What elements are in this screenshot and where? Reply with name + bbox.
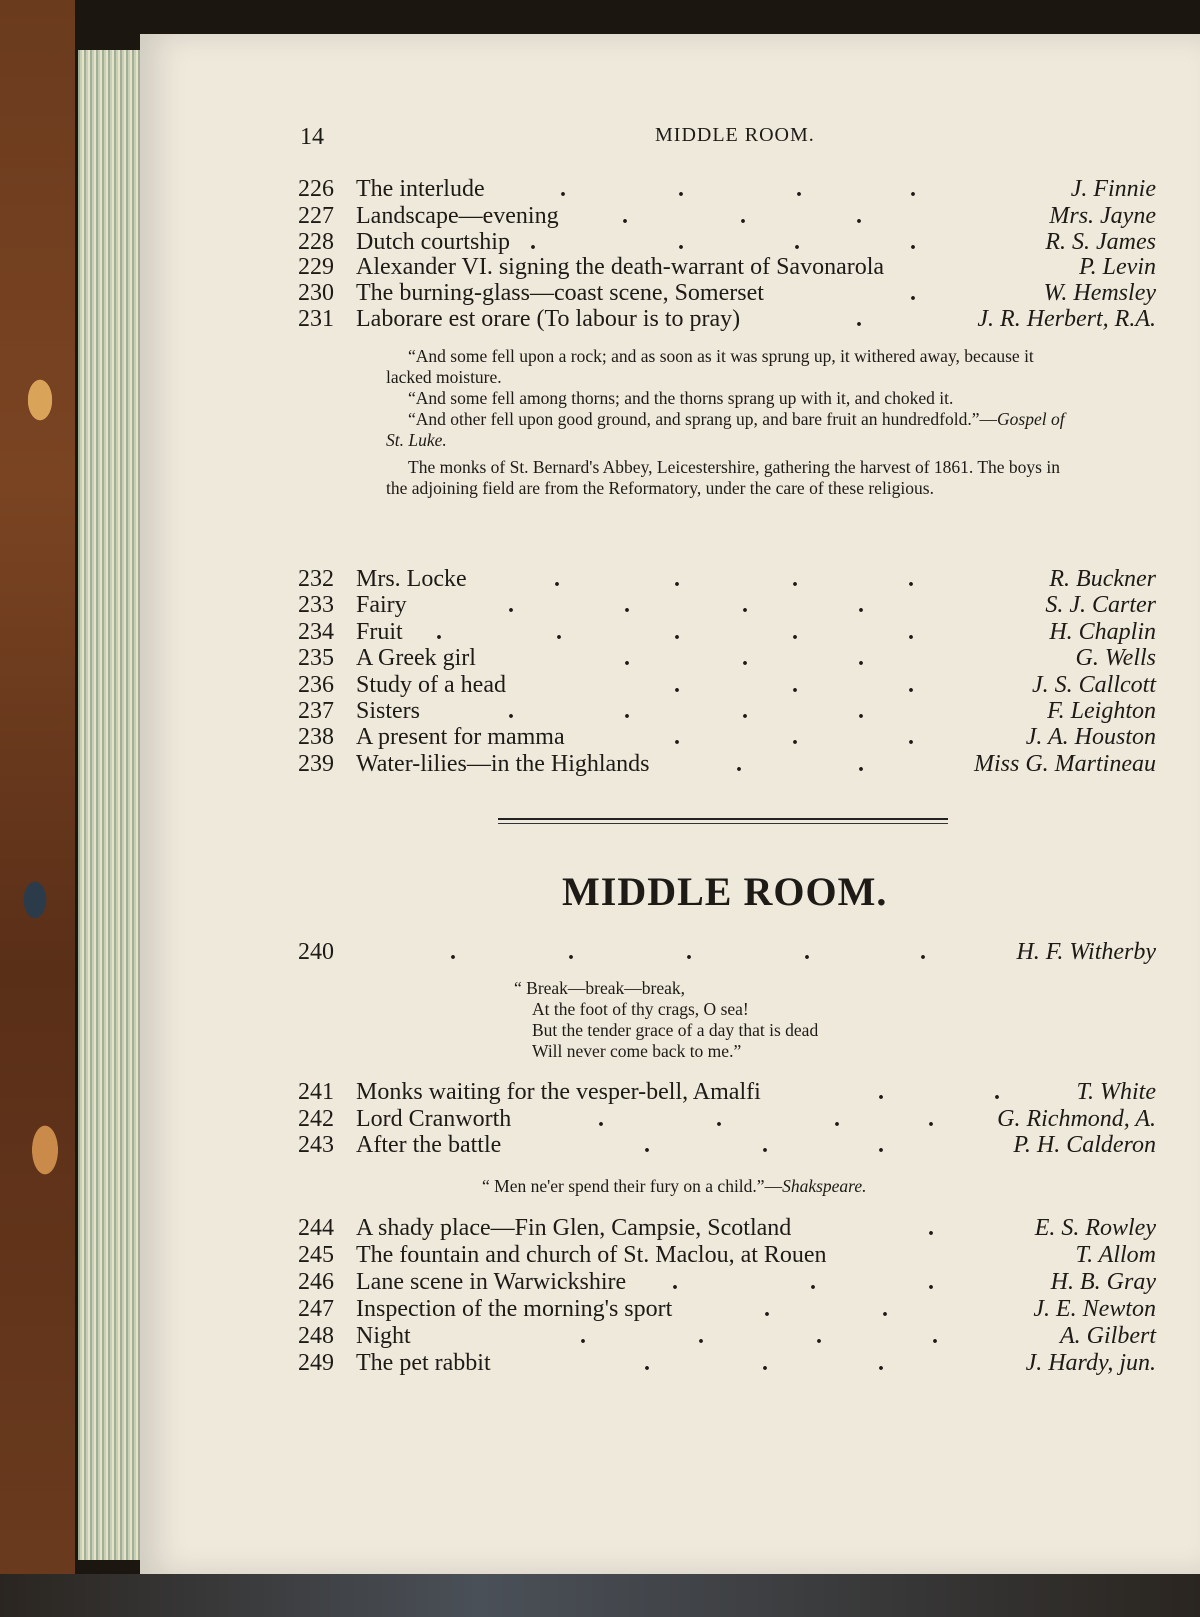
entry-title: The interlude (356, 176, 485, 202)
entry-artist: H. B. Gray (1050, 1269, 1156, 1295)
entry-artist: P. Levin (1079, 254, 1156, 280)
catalogue-entry: 239 Water-lilies—in the Highlands . . Miss G. Martineau (298, 751, 1156, 777)
entry-number: 243 (298, 1132, 334, 1158)
entry-artist: P. H. Calderon (1013, 1132, 1156, 1158)
entry-number: 242 (298, 1106, 334, 1132)
catalogue-entry: 230 The burning-glass—coast scene, Somerset . W. Hemsley (298, 280, 1156, 306)
entry-artist: H. Chaplin (1049, 619, 1156, 645)
entry-title: The burning-glass—coast scene, Somerset (356, 280, 764, 306)
entry-number: 231 (298, 306, 334, 332)
entry-title: A shady place—Fin Glen, Campsie, Scotland (356, 1215, 792, 1241)
catalogue-entry: 238 A present for mamma . . . J. A. Houston (298, 724, 1156, 750)
entry-title: Landscape—evening (356, 203, 559, 229)
entry-number: 232 (298, 566, 334, 592)
quote-line (482, 1176, 1002, 1197)
entry-artist: S. J. Carter (1045, 592, 1156, 618)
entry-artist: T. Allom (1075, 1242, 1156, 1268)
entry-artist: J. S. Callcott (1032, 672, 1156, 698)
entry-title: Dutch courtship (356, 229, 510, 255)
running-head: MIDDLE ROOM. (655, 124, 815, 146)
entry-number: 249 (298, 1350, 334, 1376)
catalogue-entry: 231 Laborare est orare (To labour is to pray) . J. R. Herbert, R.A. (298, 306, 1156, 332)
entry-artist: R. Buckner (1049, 566, 1156, 592)
catalogue-entry: 237 Sisters . . . . F. Leighton (298, 698, 1156, 724)
entry-number: 245 (298, 1242, 334, 1268)
entry-title: Laborare est orare (To labour is to pray) (356, 306, 741, 332)
entry-number: 226 (298, 176, 334, 202)
entry-title: Mrs. Locke (356, 566, 467, 592)
entry-title: Fruit (356, 619, 403, 645)
catalogue-entry: 228 Dutch courtship . . . . R. S. James (298, 229, 1156, 255)
quote-line: But the tender grace of a day that is dead (532, 1020, 819, 1040)
quote-line (386, 409, 1070, 451)
catalogue-entry: 243 After the battle . . . P. H. Calderon (298, 1132, 1156, 1158)
catalogue-entry (298, 1242, 1156, 1269)
entry-artist: Miss G. Martineau (974, 751, 1156, 777)
entry-artist: J. Finnie (1070, 176, 1156, 202)
section-title: MIDDLE ROOM. (562, 869, 888, 914)
marbled-board (0, 0, 75, 1617)
entry-title: Lord Cranworth (356, 1106, 512, 1132)
catalogue-entry: 234 Fruit . . . . . H. Chaplin (298, 619, 1156, 645)
quote-text: “And other fell upon good ground, and sprang up, and bare fruit an hundredfold.”— (408, 409, 998, 429)
entry-title: Inspection of the morning's sport (356, 1296, 673, 1322)
entry-number: 240 (298, 939, 334, 965)
catalogue-entry: 246 Lane scene in Warwickshire . . . H. B. Gray (298, 1269, 1156, 1295)
entry-artist: R. S. James (1045, 229, 1156, 255)
catalogue-entry: 233 Fairy . . . . S. J. Carter (298, 592, 1156, 618)
entry-number: 247 (298, 1296, 334, 1322)
entry-title: A present for mamma (356, 724, 565, 750)
entry-number: 248 (298, 1323, 334, 1349)
entry-title: Water-lilies—in the Highlands (356, 751, 650, 777)
section-rule (498, 823, 948, 824)
entry-artist: W. Hemsley (1043, 280, 1156, 306)
quotation-block (386, 346, 1070, 499)
entry-artist: J. A. Houston (1025, 724, 1156, 750)
entry-title: Monks waiting for the vesper-bell, Amalfi (356, 1079, 761, 1105)
entry-artist: E. S. Rowley (1034, 1215, 1156, 1241)
entry-artist: F. Leighton (1047, 698, 1156, 724)
entry-title: The pet rabbit (356, 1350, 491, 1376)
quotation-block (482, 1176, 1002, 1197)
entry-artist: J. Hardy, jun. (1025, 1350, 1156, 1376)
entry-title: Sisters (356, 698, 421, 724)
entry-artist: Mrs. Jayne (1049, 203, 1156, 229)
entry-number: 228 (298, 229, 334, 255)
entry-title: Study of a head (356, 672, 506, 698)
book-cover-edge (0, 1574, 1200, 1617)
quotation-block (514, 978, 934, 1062)
entry-title: Fairy (356, 592, 407, 618)
entry-number: 230 (298, 280, 334, 306)
entry-title: Night (356, 1323, 411, 1349)
page-number: 14 (300, 124, 324, 150)
entry-number: 234 (298, 619, 334, 645)
catalogue-entry: 248 Night . . . . A. Gilbert (298, 1323, 1156, 1349)
catalogue-entry: 241 Monks waiting for the vesper-bell, Amalfi . . T. White (298, 1079, 1156, 1105)
entry-artist: T. White (1076, 1079, 1156, 1105)
quote-line: “And some fell among thorns; and the thorns sprang up with it, and choked it. (408, 388, 954, 408)
quote-line: At the foot of thy crags, O sea! (532, 999, 749, 1019)
picture-note: The monks of St. Bernard's Abbey, Leicestershire, gathering the harvest of 1861. The boys in the adjoining field are from the Reformatory, under the care of these religious. (386, 457, 1060, 498)
entry-number: 244 (298, 1215, 334, 1241)
entry-number: 229 (298, 254, 334, 280)
entry-number: 233 (298, 592, 334, 618)
entry-number: 239 (298, 751, 334, 777)
entry-artist: H. F. Witherby (1016, 939, 1156, 965)
entry-title: The fountain and church of St. Maclou, at Rouen (356, 1242, 827, 1268)
catalogue-entry: 235 A Greek girl . . . G. Wells (298, 645, 1156, 671)
entry-title: Lane scene in Warwickshire (356, 1269, 627, 1295)
catalogue-entry: 242 Lord Cranworth . . . . G. Richmond, A. (298, 1106, 1156, 1132)
catalogue-entry: 236 Study of a head . . . J. S. Callcott (298, 672, 1156, 698)
entry-title: A Greek girl (356, 645, 476, 671)
catalogue-entry: 247 Inspection of the morning's sport . . J. E. Newton (298, 1296, 1156, 1322)
entry-number: 246 (298, 1269, 334, 1295)
entry-title: After the battle (356, 1132, 502, 1158)
quote-source: Shakspeare. (782, 1176, 867, 1196)
entry-title: Alexander VI. signing the death-warrant of Savonarola (356, 254, 885, 280)
quote-source: Gospel of St. Luke. (386, 409, 1065, 450)
catalogue-entry: 226 The interlude . . . . J. Finnie (298, 176, 1156, 202)
catalogue-entry: 240 . . . . . H. F. Witherby (298, 939, 1156, 965)
catalogue-entry: 249 The pet rabbit . . . J. Hardy, jun. (298, 1350, 1156, 1376)
page-edges (78, 50, 140, 1560)
entry-number: 236 (298, 672, 334, 698)
catalogue-entry: 232 Mrs. Locke . . . . R. Buckner (298, 566, 1156, 592)
catalogue-entry (298, 254, 1156, 281)
entry-artist: J. R. Herbert, R.A. (977, 306, 1156, 332)
entry-number: 238 (298, 724, 334, 750)
entry-number: 227 (298, 203, 334, 229)
quote-line: “And some fell upon a rock; and as soon as it was sprung up, it withered away, because it lacked moisture. (386, 346, 1034, 387)
entry-number: 241 (298, 1079, 334, 1105)
entry-number: 237 (298, 698, 334, 724)
entry-artist: G. Wells (1075, 645, 1156, 671)
catalogue-entry: 244 A shady place—Fin Glen, Campsie, Scotland . E. S. Rowley (298, 1215, 1156, 1241)
quote-line: Will never come back to me.” (532, 1041, 742, 1061)
entry-artist: A. Gilbert (1060, 1323, 1156, 1349)
entry-artist: J. E. Newton (1033, 1296, 1156, 1322)
catalogue-entry: 227 Landscape—evening . . . Mrs. Jayne (298, 203, 1156, 229)
entry-artist: G. Richmond, A. (997, 1106, 1156, 1132)
quote-line: “ Break—break—break, (514, 978, 686, 998)
quote-text: “ Men ne'er spend their fury on a child.”— (482, 1176, 783, 1196)
section-rule (498, 818, 948, 820)
entry-number: 235 (298, 645, 334, 671)
